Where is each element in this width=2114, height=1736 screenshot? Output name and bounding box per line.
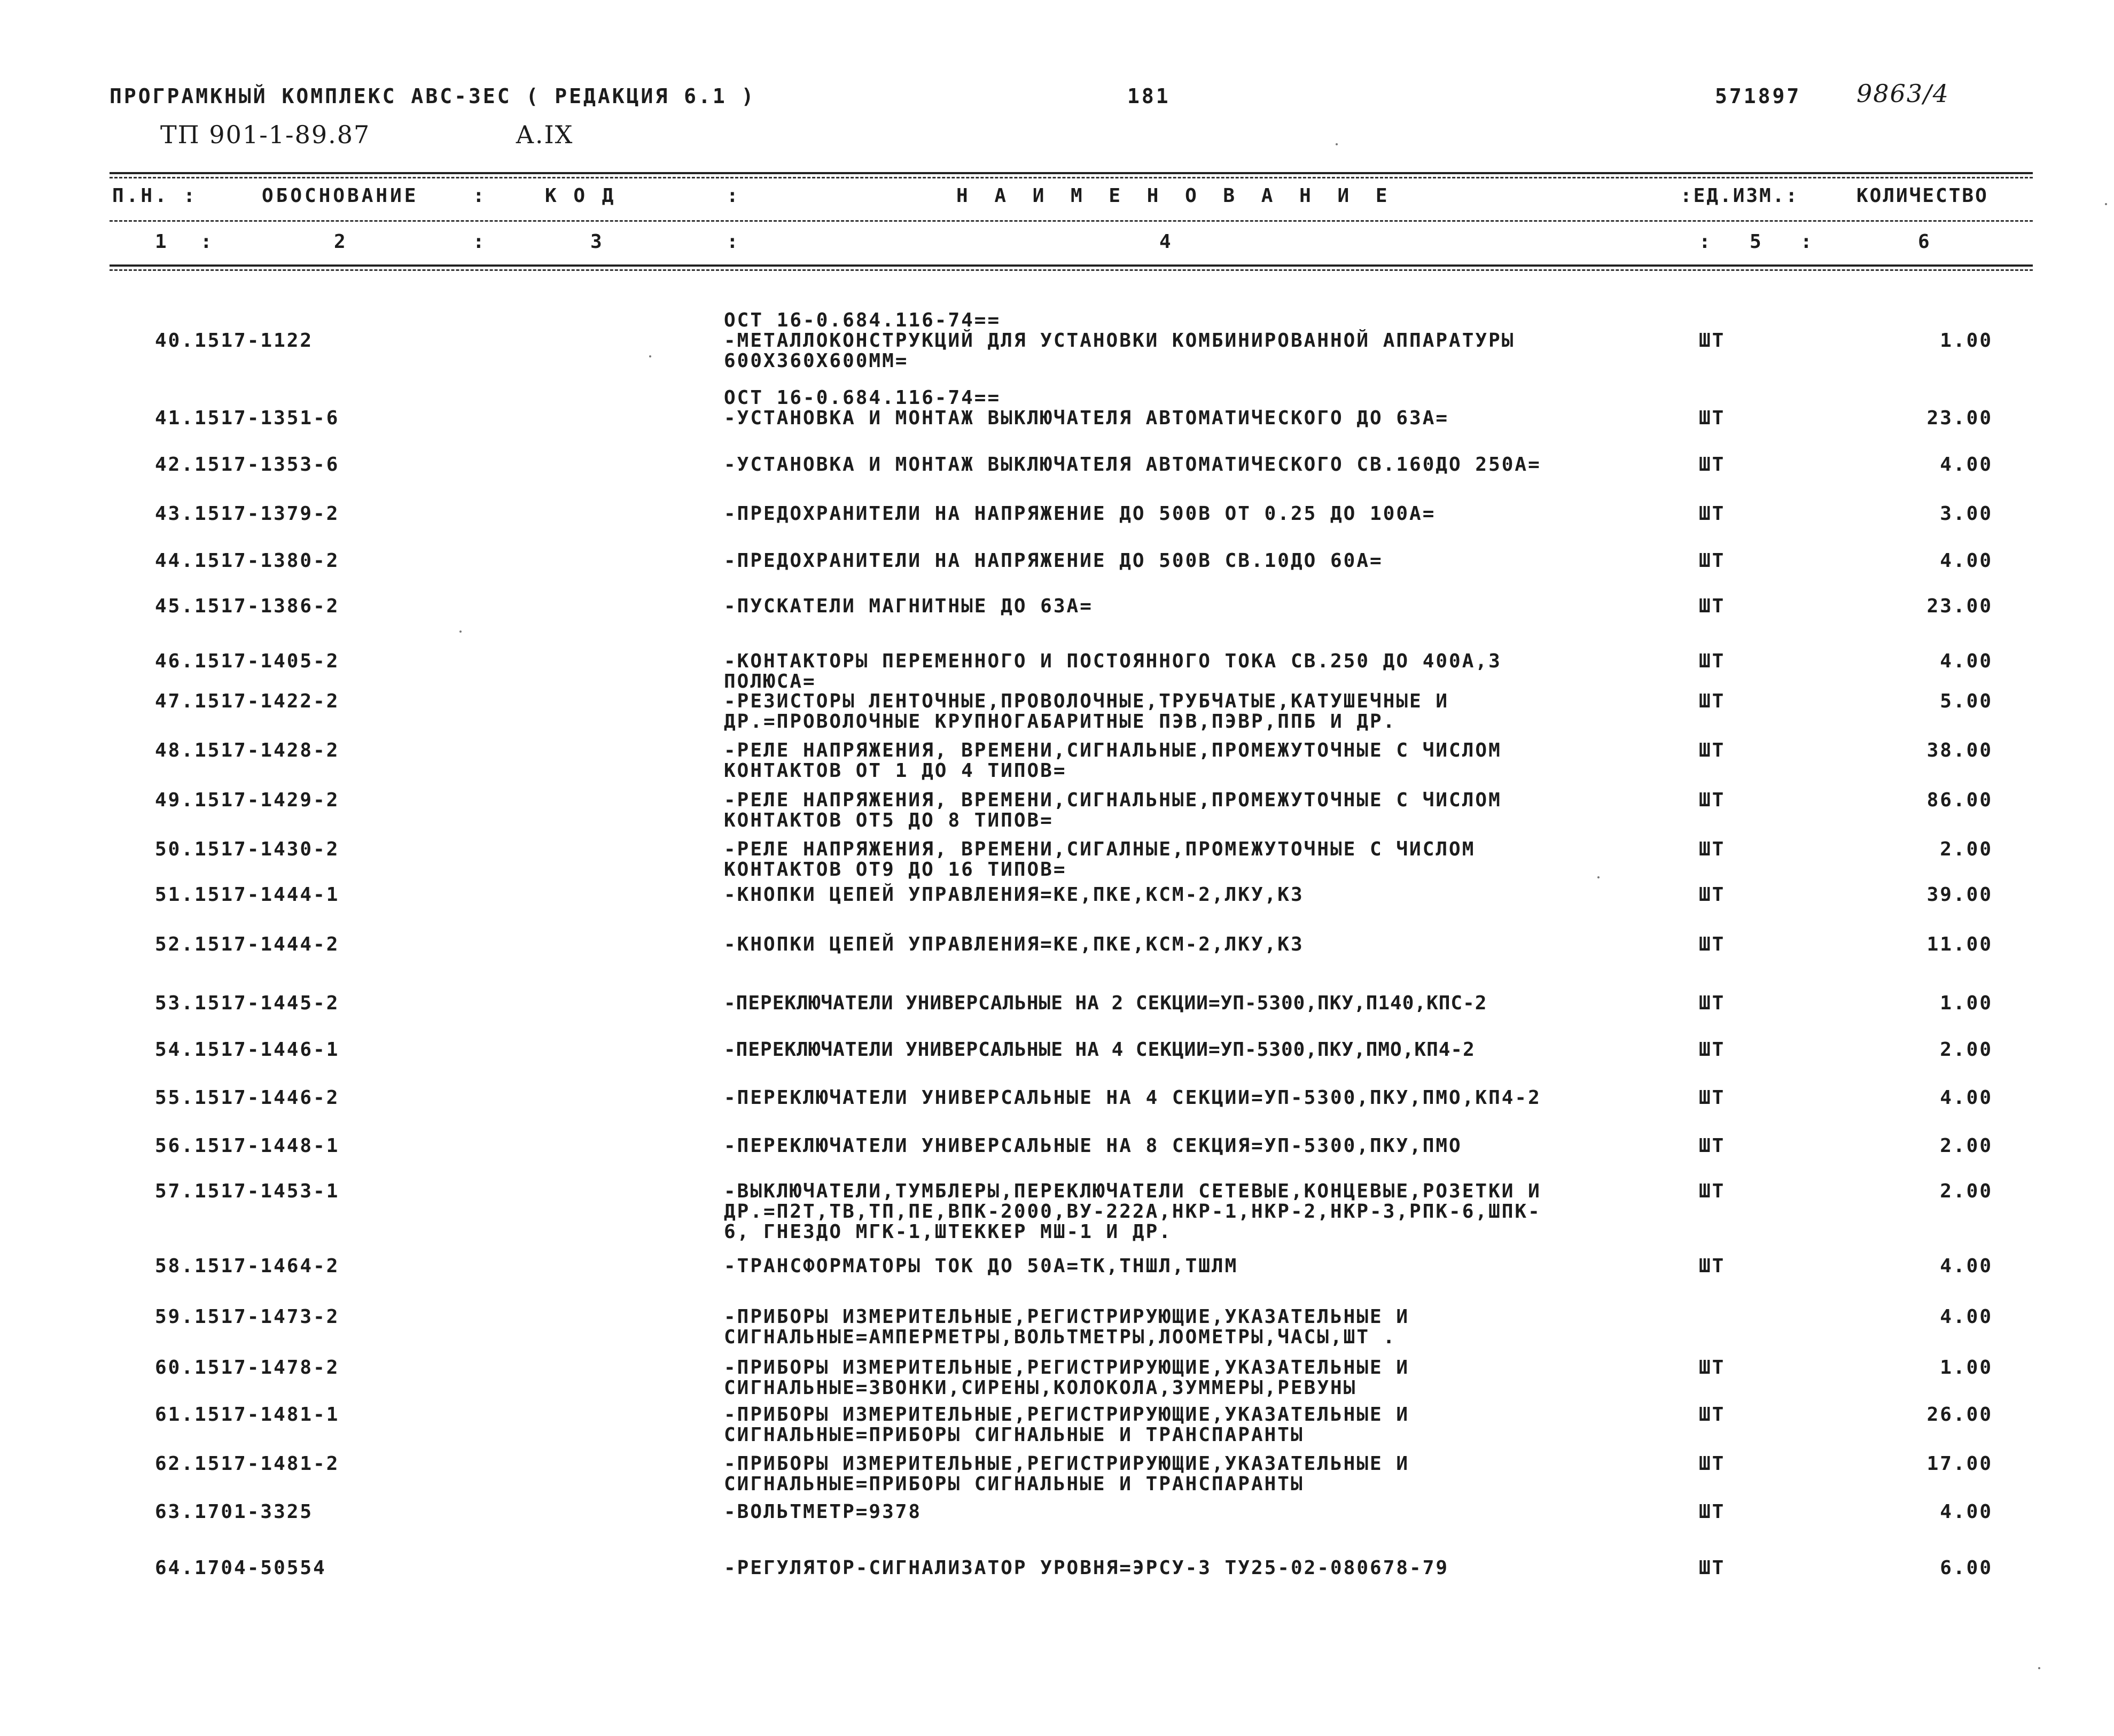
row-quantity: 4.00 xyxy=(1940,550,1993,572)
row-unit: ШТ xyxy=(1699,650,1726,672)
table-row xyxy=(0,691,2114,739)
row-quantity: 4.00 xyxy=(1940,1306,1993,1328)
row-name-line: -ВОЛЬТМЕТР=9378 xyxy=(724,1501,922,1523)
row-code: 51.1517-1444-1 xyxy=(155,884,340,906)
row-unit: ШТ xyxy=(1699,503,1726,525)
row-name-line: -РЕЛЕ НАПРЯЖЕНИЯ, ВРЕМЕНИ,СИГНАЛЬНЫЕ,ПРОМЕЖУТОЧНЫЕ С ЧИСЛОМ xyxy=(724,739,1502,761)
row-unit: ШТ xyxy=(1699,1453,1726,1475)
row-name-line: КОНТАКТОВ ОТ5 ДО 8 ТИПОВ= xyxy=(724,809,1054,831)
row-quantity: 2.00 xyxy=(1940,1180,1993,1202)
scan-speck xyxy=(649,355,651,357)
row-quantity: 2.00 xyxy=(1940,1039,1993,1061)
row-name-line: -УСТАНОВКА И МОНТАЖ ВЫКЛЮЧАТЕЛЯ АВТОМАТИЧЕСКОГО ДО 63А= xyxy=(724,407,1449,429)
row-quantity: 4.00 xyxy=(1940,1255,1993,1277)
row-name-line: КОНТАКТОВ ОТ 1 ДО 4 ТИПОВ= xyxy=(724,760,1067,782)
row-quantity: 11.00 xyxy=(1926,933,1993,955)
row-name-line: -ПРИБОРЫ ИЗМЕРИТЕЛЬНЫЕ,РЕГИСТРИРУЮЩИЕ,УКАЗАТЕЛЬНЫЕ И xyxy=(724,1306,1410,1328)
row-code: 64.1704-50554 xyxy=(155,1557,326,1579)
scan-speck xyxy=(1336,143,1338,145)
row-name-line: -ПРИБОРЫ ИЗМЕРИТЕЛЬНЫЕ,РЕГИСТРИРУЮЩИЕ,УКАЗАТЕЛЬНЫЕ И xyxy=(724,1453,1410,1475)
row-code: 44.1517-1380-2 xyxy=(155,550,340,572)
row-unit: ШТ xyxy=(1699,407,1726,429)
row-name-line: -РЕГУЛЯТОР-СИГНАЛИЗАТОР УРОВНЯ=ЭРСУ-3 ТУ25-02-080678-79 xyxy=(724,1557,1449,1579)
row-name-line: -ПЕРЕКЛЮЧАТЕЛИ УНИВЕРСАЛЬНЫЕ НА 2 СЕКЦИИ=УП-5300,ПКУ,П140,КПС-2 xyxy=(724,992,1487,1014)
row-quantity: 4.00 xyxy=(1940,1087,1993,1109)
col-number-sep-3: : xyxy=(727,231,741,253)
row-quantity: 2.00 xyxy=(1940,838,1993,860)
row-code: 60.1517-1478-2 xyxy=(155,1357,340,1379)
col-number-sep-1: : xyxy=(200,231,215,253)
table-row xyxy=(0,1256,2114,1304)
table-row xyxy=(0,934,2114,982)
row-name-line: -ПРЕДОХРАНИТЕЛИ НА НАПРЯЖЕНИЕ ДО 500В ОТ 0.25 ДО 100А= xyxy=(724,503,1436,525)
col-number-sep-2: : xyxy=(473,231,487,253)
scan-speck xyxy=(2105,203,2107,205)
row-name-line: -КОНТАКТОРЫ ПЕРЕМЕННОГО И ПОСТОЯННОГО ТОКА СВ.250 ДО 400А,3 xyxy=(724,650,1502,672)
row-name-line: СИГНАЛЬНЫЕ=ПРИБОРЫ СИГНАЛЬНЫЕ И ТРАНСПАРАНТЫ xyxy=(724,1473,1304,1495)
row-quantity: 5.00 xyxy=(1940,690,1993,712)
table-row xyxy=(0,596,2114,644)
document-number: 571897 xyxy=(1715,84,1801,108)
row-code: 41.1517-1351-6 xyxy=(155,407,340,429)
row-code: 46.1517-1405-2 xyxy=(155,650,340,672)
row-name-line: ДР.=П2Т,ТВ,ТП,ПЕ,ВПК-2000,ВУ-222А,НКР-1,НКР-2,НКР-3,РПК-6,ШПК- xyxy=(724,1201,1541,1223)
row-code: 59.1517-1473-2 xyxy=(155,1306,340,1328)
row-unit: ШТ xyxy=(1699,1255,1726,1277)
row-name-line: -ВЫКЛЮЧАТЕЛИ,ТУМБЛЕРЫ,ПЕРЕКЛЮЧАТЕЛИ СЕТЕВЫЕ,КОНЦЕВЫЕ,РОЗЕТКИ И xyxy=(724,1180,1541,1202)
row-code: 43.1517-1379-2 xyxy=(155,503,340,525)
row-name-line: -КНОПКИ ЦЕПЕЙ УПРАВЛЕНИЯ=КЕ,ПКЕ,КСМ-2,ЛКУ,КЗ xyxy=(724,933,1304,955)
table-row xyxy=(0,550,2114,598)
row-name-line: -ПУСКАТЕЛИ МАГНИТНЫЕ ДО 63А= xyxy=(724,595,1093,617)
scan-speck xyxy=(1597,876,1600,878)
row-quantity: 6.00 xyxy=(1940,1557,1993,1579)
row-code: 54.1517-1446-1 xyxy=(155,1039,340,1061)
col-header-unit: :ЕД.ИЗМ.: xyxy=(1680,185,1799,207)
header-bottom-rule xyxy=(110,264,2033,267)
album-number: А.IX xyxy=(516,120,574,149)
row-unit: ШТ xyxy=(1699,1501,1726,1523)
row-quantity: 38.00 xyxy=(1926,739,1993,761)
row-quantity: 26.00 xyxy=(1926,1404,1993,1426)
scan-speck xyxy=(2038,1667,2040,1669)
row-unit: ШТ xyxy=(1699,1087,1726,1109)
row-quantity: 23.00 xyxy=(1926,595,1993,617)
row-quantity: 23.00 xyxy=(1926,407,1993,429)
row-unit: ШТ xyxy=(1699,690,1726,712)
row-unit: ШТ xyxy=(1699,789,1726,811)
row-unit: ШТ xyxy=(1699,1180,1726,1202)
row-code: 42.1517-1353-6 xyxy=(155,454,340,476)
row-name-line: -РЕЗИСТОРЫ ЛЕНТОЧНЫЕ,ПРОВОЛОЧНЫЕ,ТРУБЧАТЫЕ,КАТУШЕЧНЫЕ И xyxy=(724,690,1449,712)
row-name-line: ОСТ 16-0.684.116-74== xyxy=(724,309,1001,331)
row-code: 45.1517-1386-2 xyxy=(155,595,340,617)
row-name-line: СИГНАЛЬНЫЕ=ПРИБОРЫ СИГНАЛЬНЫЕ И ТРАНСПАРАНТЫ xyxy=(724,1424,1304,1446)
table-row xyxy=(0,740,2114,788)
col-number-6: 6 xyxy=(1918,231,1932,253)
row-code: 52.1517-1444-2 xyxy=(155,933,340,955)
row-name-line: -КНОПКИ ЦЕПЕЙ УПРАВЛЕНИЯ=КЕ,ПКЕ,КСМ-2,ЛКУ,КЗ xyxy=(724,884,1304,906)
row-unit: ШТ xyxy=(1699,1557,1726,1579)
table-row xyxy=(0,993,2114,1041)
col-number-1: 1 xyxy=(155,231,169,253)
header-bottom-dash xyxy=(110,269,2033,271)
header-sep-rule xyxy=(110,220,2033,222)
col-number-5: 5 xyxy=(1750,231,1764,253)
row-name-line: 600Х360Х600ММ= xyxy=(724,350,909,372)
row-quantity: 39.00 xyxy=(1926,884,1993,906)
row-unit: ШТ xyxy=(1699,884,1726,906)
row-code: 56.1517-1448-1 xyxy=(155,1135,340,1157)
table-row xyxy=(0,1453,2114,1501)
row-code: 53.1517-1445-2 xyxy=(155,992,340,1014)
row-code: 57.1517-1453-1 xyxy=(155,1180,340,1202)
row-name-line: -РЕЛЕ НАПРЯЖЕНИЯ, ВРЕМЕНИ,СИГНАЛЬНЫЕ,ПРОМЕЖУТОЧНЫЕ С ЧИСЛОМ xyxy=(724,789,1502,811)
col-header-name: Н А И М Е Н О В А Н И Е xyxy=(956,185,1395,207)
page-number: 181 xyxy=(1127,84,1171,108)
col-header-sep-2: : xyxy=(727,185,741,207)
row-code: 55.1517-1446-2 xyxy=(155,1087,340,1109)
row-name-line: -РЕЛЕ НАПРЯЖЕНИЯ, ВРЕМЕНИ,СИГАЛНЫЕ,ПРОМЕЖУТОЧНЫЕ С ЧИСЛОМ xyxy=(724,838,1476,860)
row-unit: ШТ xyxy=(1699,454,1726,476)
row-name-line: КОНТАКТОВ ОТ9 ДО 16 ТИПОВ= xyxy=(724,859,1067,881)
row-name-line: 6, ГНЕЗДО МГК-1,ШТЕККЕР МШ-1 И ДР. xyxy=(724,1221,1172,1243)
row-code: 48.1517-1428-2 xyxy=(155,739,340,761)
row-unit: ШТ xyxy=(1699,992,1726,1014)
col-number-4: 4 xyxy=(1159,231,1174,253)
col-number-2: 2 xyxy=(334,231,348,253)
row-code: 61.1517-1481-1 xyxy=(155,1404,340,1426)
row-quantity: 1.00 xyxy=(1940,992,1993,1014)
col-header-quantity: КОЛИЧЕСТВО xyxy=(1856,185,1988,207)
program-title: ПРОГРАМКНЫЙ КОМПЛЕКС АВС-3ЕС ( РЕДАКЦИЯ 6.1 ) xyxy=(110,84,756,108)
row-name-line: ПОЛЮСА= xyxy=(724,671,816,692)
col-header-pn: П.Н. : xyxy=(112,185,198,207)
table-row xyxy=(0,1501,2114,1550)
table-row xyxy=(0,1087,2114,1135)
col-header-sep-1: : xyxy=(473,185,487,207)
row-quantity: 2.00 xyxy=(1940,1135,1993,1157)
row-unit: ШТ xyxy=(1699,933,1726,955)
row-name-line: -ПЕРЕКЛЮЧАТЕЛИ УНИВЕРСАЛЬНЫЕ НА 4 СЕКЦИИ=УП-5300,ПКУ,ПМО,КП4-2 xyxy=(724,1087,1541,1109)
col-header-code: К О Д xyxy=(545,185,617,207)
row-unit: ШТ xyxy=(1699,330,1726,352)
row-quantity: 1.00 xyxy=(1940,1357,1993,1379)
row-code: 47.1517-1422-2 xyxy=(155,690,340,712)
project-code: ТП 901-1-89.87 xyxy=(160,120,371,149)
row-name-line: -ПРЕДОХРАНИТЕЛИ НА НАПРЯЖЕНИЕ ДО 500В СВ.10ДО 60А= xyxy=(724,550,1383,572)
row-code: 63.1701-3325 xyxy=(155,1501,314,1523)
row-unit: ШТ xyxy=(1699,1039,1726,1061)
table-row xyxy=(0,790,2114,838)
row-quantity: 1.00 xyxy=(1940,330,1993,352)
table-row xyxy=(0,1039,2114,1087)
table-row xyxy=(0,1135,2114,1184)
table-row xyxy=(0,503,2114,551)
table-row xyxy=(0,1558,2114,1606)
table-row xyxy=(0,1357,2114,1405)
table-row xyxy=(0,884,2114,932)
table-row xyxy=(0,309,2114,372)
col-number-sep-5: : xyxy=(1800,231,1815,253)
row-name-line: СИГНАЛЬНЫЕ=ЗВОНКИ,СИРЕНЫ,КОЛОКОЛА,ЗУММЕРЫ,РЕВУНЫ xyxy=(724,1377,1357,1399)
row-unit: ШТ xyxy=(1699,595,1726,617)
row-unit: ШТ xyxy=(1699,1357,1726,1379)
row-quantity: 4.00 xyxy=(1940,454,1993,476)
handwritten-reference: 9863/4 xyxy=(1856,79,1949,108)
row-name-line: ОСТ 16-0.684.116-74== xyxy=(724,387,1001,409)
row-name-line: ДР.=ПРОВОЛОЧНЫЕ КРУПНОГАБАРИТНЫЕ ПЭВ,ПЭВР,ППБ И ДР. xyxy=(724,711,1397,733)
row-name-line: -ПРИБОРЫ ИЗМЕРИТЕЛЬНЫЕ,РЕГИСТРИРУЮЩИЕ,УКАЗАТЕЛЬНЫЕ И xyxy=(724,1357,1410,1379)
table-row xyxy=(0,454,2114,502)
top-dash-rule xyxy=(110,177,2033,180)
row-name-line: -ПРИБОРЫ ИЗМЕРИТЕЛЬНЫЕ,РЕГИСТРИРУЮЩИЕ,УКАЗАТЕЛЬНЫЕ И xyxy=(724,1404,1410,1426)
table-row xyxy=(0,1306,2114,1354)
row-quantity: 3.00 xyxy=(1940,503,1993,525)
scan-speck xyxy=(459,630,462,633)
row-name-line: -ПЕРЕКЛЮЧАТЕЛИ УНИВЕРСАЛЬНЫЕ НА 8 СЕКЦИЯ=УП-5300,ПКУ,ПМО xyxy=(724,1135,1462,1157)
row-name-line: -МЕТАЛЛОКОНСТРУКЦИЙ ДЛЯ УСТАНОВКИ КОМБИНИРОВАННОЙ АППАРАТУРЫ xyxy=(724,330,1515,352)
row-code: 50.1517-1430-2 xyxy=(155,838,340,860)
row-name-line: СИГНАЛЬНЫЕ=АМПЕРМЕТРЫ,ВОЛЬТМЕТРЫ,ЛООМЕТРЫ,ЧАСЫ,ШТ . xyxy=(724,1326,1397,1348)
row-name-line: -ТРАНСФОРМАТОРЫ ТОК ДО 50А=ТК,ТНШЛ,ТШЛМ xyxy=(724,1255,1238,1277)
row-unit: ШТ xyxy=(1699,838,1726,860)
row-quantity: 86.00 xyxy=(1926,789,1993,811)
top-rule xyxy=(110,172,2033,174)
row-name-line: -УСТАНОВКА И МОНТАЖ ВЫКЛЮЧАТЕЛЯ АВТОМАТИЧЕСКОГО СВ.160ДО 250А= xyxy=(724,454,1541,476)
table-row xyxy=(0,839,2114,887)
row-quantity: 4.00 xyxy=(1940,650,1993,672)
col-number-sep-4: : xyxy=(1699,231,1713,253)
table-row xyxy=(0,387,2114,435)
table-row xyxy=(0,1404,2114,1452)
row-unit: ШТ xyxy=(1699,550,1726,572)
col-header-basis: ОБОСНОВАНИЕ xyxy=(262,185,419,207)
row-code: 49.1517-1429-2 xyxy=(155,789,340,811)
col-number-3: 3 xyxy=(590,231,605,253)
row-unit: ШТ xyxy=(1699,739,1726,761)
row-quantity: 17.00 xyxy=(1926,1453,1993,1475)
row-unit: ШТ xyxy=(1699,1404,1726,1426)
row-code: 58.1517-1464-2 xyxy=(155,1255,340,1277)
row-code: 40.1517-1122 xyxy=(155,330,314,352)
row-code: 62.1517-1481-2 xyxy=(155,1453,340,1475)
row-quantity: 4.00 xyxy=(1940,1501,1993,1523)
table-row xyxy=(0,1180,2114,1243)
row-unit: ШТ xyxy=(1699,1135,1726,1157)
row-name-line: -ПЕРЕКЛЮЧАТЕЛИ УНИВЕРСАЛЬНЫЕ НА 4 СЕКЦИИ=УП-5300,ПКУ,ПМО,КП4-2 xyxy=(724,1039,1475,1061)
